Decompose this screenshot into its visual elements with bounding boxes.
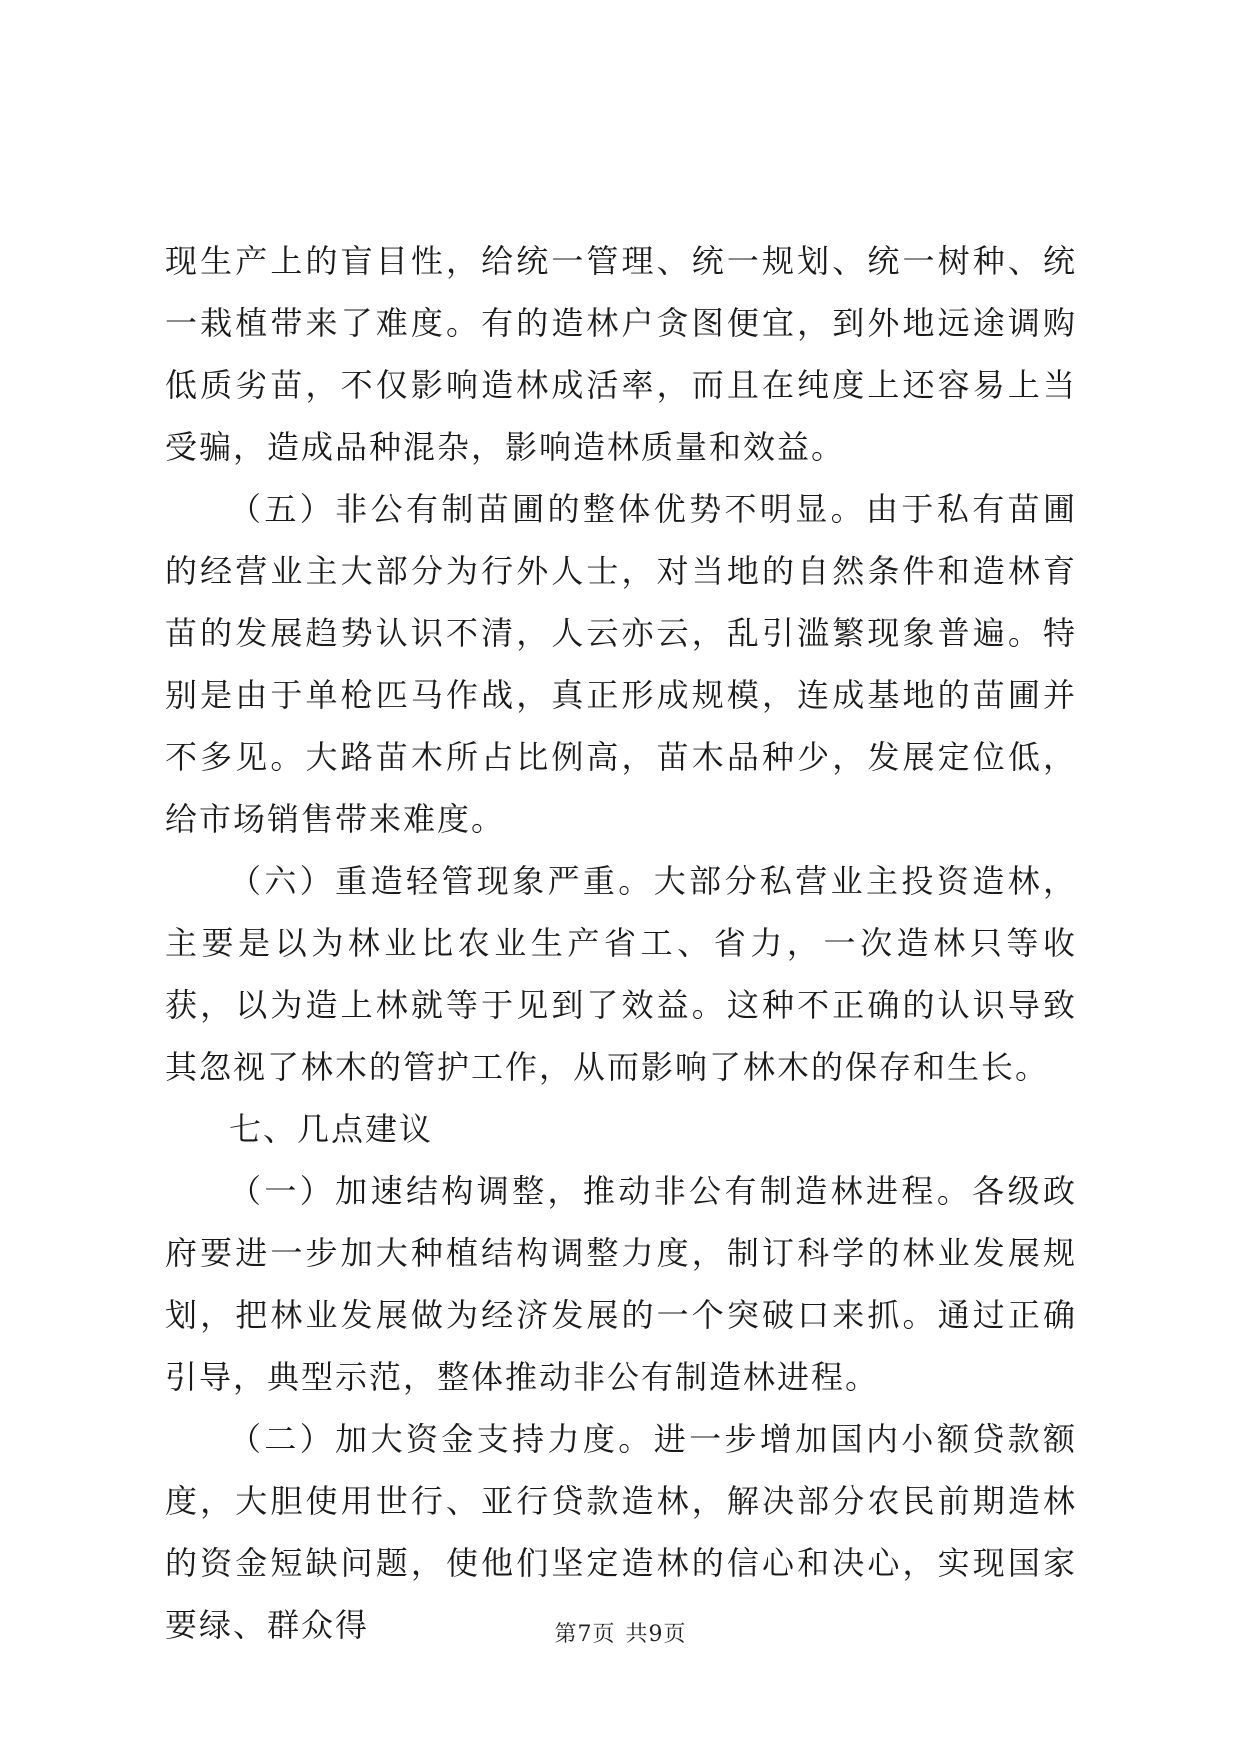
paragraph-continuation: 现生产上的盲目性，给统一管理、统一规划、统一树种、统一栽植带来了难度。有的造林户贪图便宜，到外地远途调购低质劣苗，不仅影响造林成活率，而且在纯度上还容易上当受骗，造成品种混杂，影响造林质量和效益。 [165,242,1077,466]
page-footer [0,1620,1241,1650]
page-number: 第7页 [554,1622,616,1647]
paragraph-suggestion-1: （一）加速结构调整，推动非公有制造林进程。各级政府要进一步加大种植结构调整力度，制订科学的林业发展规划，把林业发展做为经济发展的一个突破口来抓。通过正确引导，典型示范，整体推动非公有制造林进程。 [165,1172,1077,1396]
paragraph-item-5: （五）非公有制苗圃的整体优势不明显。由于私有苗圃的经营业主大部分为行外人士，对当地的自然条件和造林育苗的发展趋势认识不清，人云亦云，乱引滥繁现象普遍。特别是由于单枪匹马作战，真正形成规模，连成基地的苗圃并不多见。大路苗木所占比例高，苗木品种少，发展定位低，给市场销售带来难度。 [165,490,1077,838]
paragraph-suggestion-2: （二）加大资金支持力度。进一步增加国内小额贷款额度，大胆使用世行、亚行贷款造林，解决部分农民前期造林的资金短缺问题，使他们坚定造林的信心和决心，实现国家要绿、群众得 [165,1420,1077,1644]
page-total: 共9页 [625,1622,687,1647]
section-heading-suggestions: 七、几点建议 [229,1110,434,1148]
paragraph-item-6: （六）重造轻管现象严重。大部分私营业主投资造林，主要是以为林业比农业生产省工、省力，一次造林只等收获，以为造上林就等于见到了效益。这种不正确的认识导致其忽视了林木的管护工作，从而影响了林木的保存和生长。 [165,862,1077,1086]
document-body [165,230,1077,1656]
